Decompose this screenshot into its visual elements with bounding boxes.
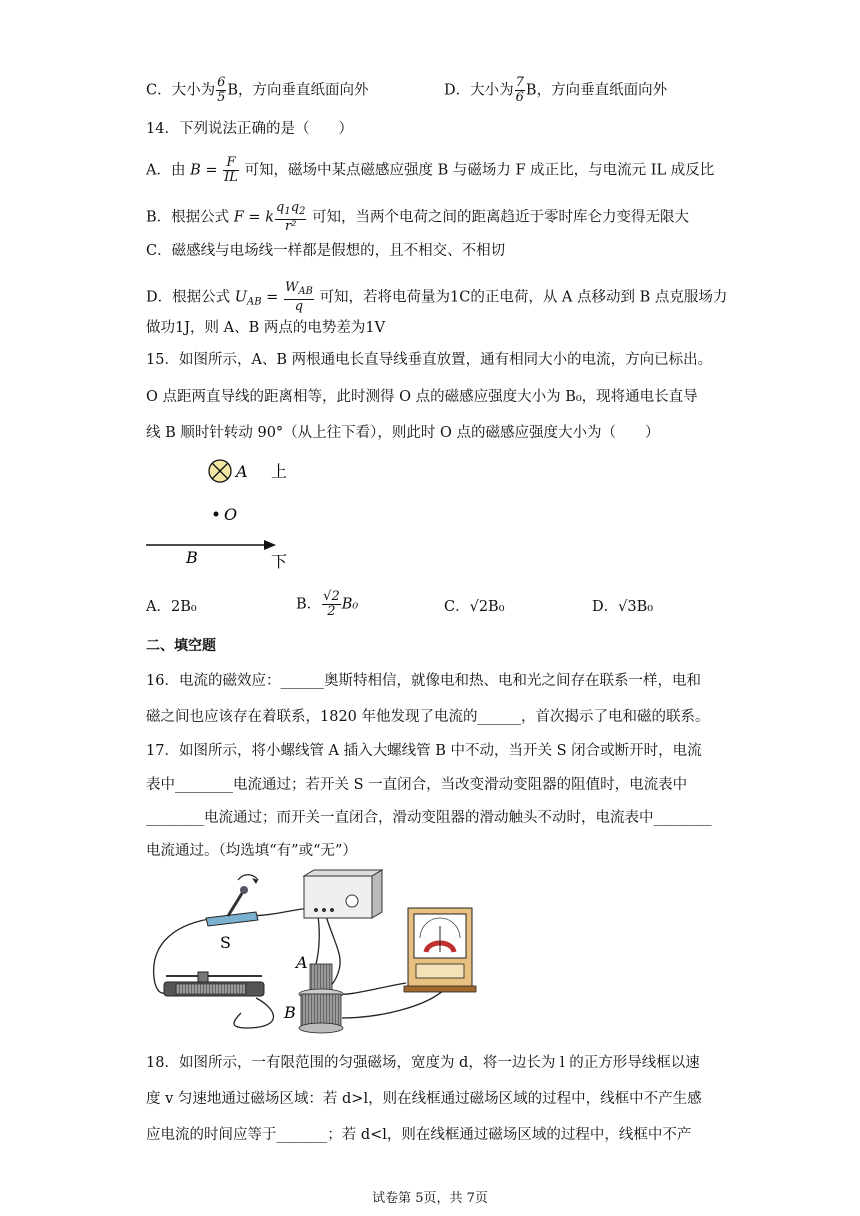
solenoid-a-label: A	[296, 953, 308, 972]
label-up: 上	[271, 462, 288, 481]
q14-option-d-line2: 做功1J，则 A、B 两点的电势差为1V	[146, 320, 386, 336]
q14-option-c: C．磁感线与电场线一样都是假想的，且不相交、不相切	[146, 243, 506, 259]
fraction-sqrt2-over-2: $\frac{√2}{2}$	[323, 589, 340, 619]
point-o-label: O	[224, 505, 238, 524]
fraction: $\frac{6}{5}$	[217, 75, 226, 105]
q15-figure	[140, 455, 310, 575]
wire-a-into-page-icon	[209, 460, 231, 482]
formula-b-f-il: $\frac{F}{IL}$	[224, 155, 238, 185]
q14-stem: 14．下列说法正确的是（ ）	[146, 121, 353, 137]
galvanometer-icon	[404, 908, 476, 992]
q15-line3: 线 B 顺时针转动 90°（从上往下看），则此时 O 点的磁感应强度大小为（ ）	[146, 425, 660, 441]
q16-line1: 16．电流的磁效应：______奥斯特相信，就像电和热、电和光之间存在联系一样，电和	[146, 673, 701, 689]
q18-line2: 度 v 匀速地通过磁场区域：若 d>l，则在线框通过磁场区域的过程中，线框中不产生感	[146, 1091, 702, 1107]
q17-circuit-figure	[146, 868, 486, 1038]
wire-a-label: A	[236, 462, 248, 481]
wire-b-label: B	[186, 548, 198, 567]
power-supply-icon	[304, 870, 382, 918]
q18-line3: 应电流的时间应等于_______；若 d<l，则在线框通过磁场区域的过程中，线框中不产	[146, 1127, 692, 1143]
q13-option-d: D．大小为 $\frac{7}{6}$ B，方向垂直纸面向外	[444, 75, 668, 105]
q15-line1: 15．如图所示，A、B 两根通电长直导线垂直放置，通有相同大小的电流，方向已标出。	[146, 352, 713, 368]
formula-coulomb: $\frac{q_1q_2}{\text{r²}}$	[276, 200, 306, 234]
q18-line1: 18．如图所示，一有限范围的匀强磁场，宽度为 d，将一边长为 l 的正方形导线框以速	[146, 1055, 700, 1071]
section-title-fill-blank: 二、填空题	[146, 638, 216, 654]
q15-option-d: D．√3B₀	[592, 599, 654, 615]
q17-line4: 电流通过。（均选填“有”或“无”）	[146, 843, 357, 859]
rheostat-icon	[164, 972, 264, 996]
q17-line1: 17．如图所示，将小螺线管 A 插入大螺线管 B 中不动，当开关 S 闭合或断开时，电流	[146, 743, 702, 759]
solenoid-b-label: B	[284, 1003, 296, 1022]
q14-option-d: D．根据公式 $U_{AB}$ = $\frac{W_{AB}}{q}$ 可知，若将电荷量为1C的正电荷，从 A 点移动到 B 点克服场力	[146, 280, 728, 314]
fraction: $\frac{7}{6}$	[515, 75, 524, 105]
q15-option-c: C．√2B₀	[444, 599, 505, 615]
q17-line3: ________电流通过；而开关一直闭合，滑动变阻器的滑动触头不动时，电流表中________	[146, 810, 712, 826]
wire-b-arrow-icon	[146, 540, 276, 550]
q15-line2: O 点距两直导线的距离相等，此时测得 O 点的磁感应强度大小为 B₀，现将通电长直导	[146, 389, 698, 405]
point-o	[214, 512, 219, 517]
q13-option-c: C．大小为 $\frac{6}{5}$ B，方向垂直纸面向外	[146, 75, 369, 105]
q15-option-b: B． $\frac{√2}{2}$ B₀	[296, 589, 359, 619]
page-footer: 试卷第 5页，共 7页	[372, 1191, 488, 1206]
label-down: 下	[271, 552, 288, 571]
solenoid-b-icon	[299, 989, 343, 1033]
switch-s-label: S	[220, 933, 231, 952]
switch-s-icon	[206, 875, 258, 926]
q14-option-b: B．根据公式 F = k $\frac{q_1q_2}{\text{r²}}$ 可知，当两个电荷之间的距离趋近于零时库仑力变得无限大	[146, 200, 690, 234]
formula-uab: $\frac{W_{AB}}{q}$	[284, 280, 313, 314]
q15-option-a: A．2B₀	[146, 599, 197, 615]
q14-option-a: A．由 B = $\frac{F}{IL}$ 可知，磁场中某点磁感应强度 B 与磁场力 F 成正比，与电流元 IL 成反比	[146, 155, 715, 185]
q17-line2: 表中________电流通过；若开关 S 一直闭合，当改变滑动变阻器的阻值时，电流表中	[146, 777, 688, 793]
q16-line2: 磁之间也应该存在着联系，1820 年他发现了电流的______，首次揭示了电和磁的联系。	[146, 709, 710, 725]
